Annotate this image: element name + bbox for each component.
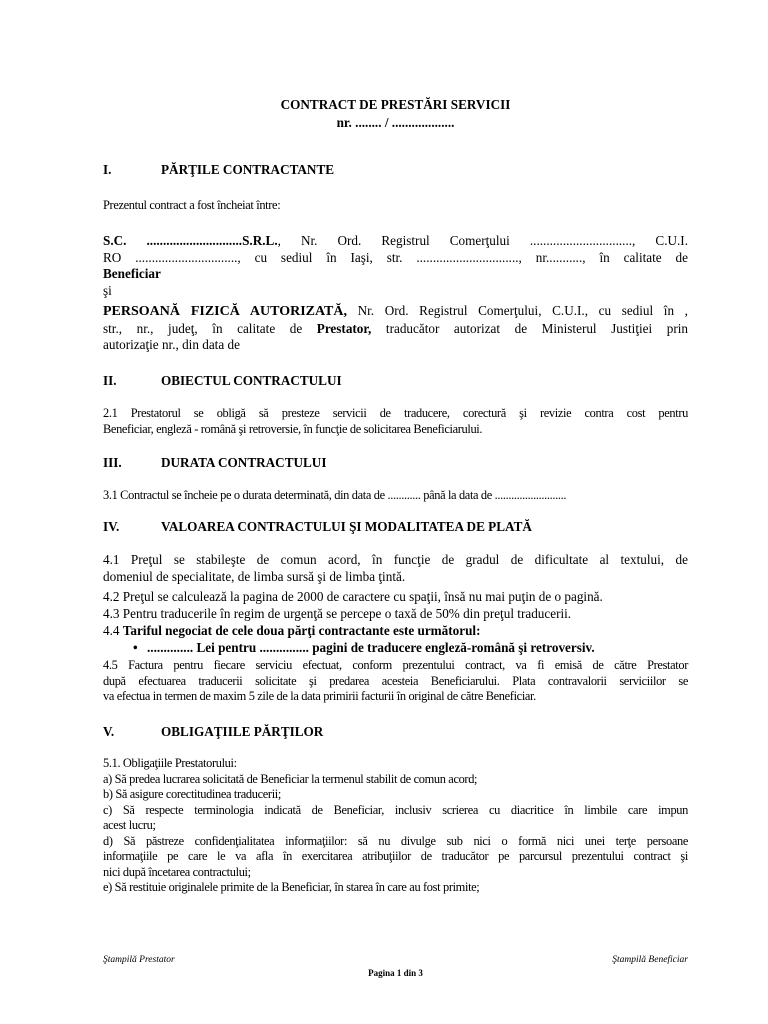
obligation-c-line-1: c) Să respecte terminologia indicată de Beneficiar, inclusiv scrierea cu diacritice în limbile care impun bbox=[103, 802, 688, 817]
obligation-d-line-2: informaţiile pe care le va afla în exercitarea atribuţiilor de traducător pe parcursul prezentului contract şi bbox=[103, 849, 688, 863]
party-1-name: S.C. .............................S.R.L. bbox=[103, 233, 278, 248]
party-2-block bbox=[103, 303, 688, 354]
value-4-5-line-3: va efectua in termen de maxim 5 zile de la data primirii facturii în original de către Beneficiar. bbox=[103, 689, 536, 703]
party-2-line-3: autorizaţie nr., din data de bbox=[103, 337, 240, 352]
value-4-1-line-1: 4.1 Preţul se stabileşte de comun acord, în funcţie de gradul de dificultate al textului, de bbox=[103, 552, 688, 567]
section-title: OBLIGAŢIILE PĂRŢILOR bbox=[161, 724, 324, 739]
party-2-role: Prestator, bbox=[316, 320, 372, 336]
intro-text: Prezentul contract a fost încheiat între: bbox=[103, 198, 281, 212]
object-paragraph bbox=[103, 406, 688, 437]
party-2-line-2-start: str., nr., judeţ, în calitate de bbox=[103, 320, 317, 336]
party-1-line-1: , Nr. Ord. Registrul Comerţului ..............................., C.U.I. bbox=[277, 233, 688, 248]
obligation-d-line-1: d) Să păstreze confidenţialitatea informaţiilor: să nu divulge sub nici o formă nici unei terţe persoane bbox=[103, 833, 688, 848]
object-line-1: 2.1 Prestatorul se obligă să presteze servicii de traducere, corectură şi revizie contra cost pentru bbox=[103, 406, 688, 420]
tariff-text: .............. Lei pentru ............... pagini de traducere engleză-română şi retroversiv. bbox=[147, 640, 595, 655]
party-2-line-2-end: traducător autorizat de Ministerul Justiţiei prin bbox=[371, 320, 689, 336]
value-paragraph-4-4 bbox=[103, 623, 688, 640]
value-4-5-line-2: după efectuarea traducerii solicitate şi predarea acesteia Beneficiarului. Plata contravalorii serviciilor se bbox=[103, 673, 688, 688]
obligation-e: e) Să restituie originalele primite de la Beneficiar, în starea în care au fost primite; bbox=[103, 880, 480, 894]
section-number: IV. bbox=[103, 519, 120, 534]
obligations-heading: 5.1. Obligaţiile Prestatorului: bbox=[103, 756, 237, 770]
section-number: I. bbox=[103, 162, 112, 177]
document-title: CONTRACT DE PRESTĂRI SERVICII bbox=[280, 97, 511, 112]
section-title: VALOAREA CONTRACTULUI ŞI MODALITATEA DE PLATĂ bbox=[161, 519, 532, 534]
document-page bbox=[103, 0, 688, 1024]
value-4-4-text: Tariful negociat de cele doua părţi contractante este următorul: bbox=[122, 623, 481, 638]
duration-paragraph: 3.1 Contractul se încheie pe o durata determinată, din data de ............ până la data de .......................... bbox=[103, 488, 567, 502]
party-1-line-2: RO ..............................., cu sediul în Iaşi, str. ..............................., nr..........., în calitate de bbox=[103, 249, 688, 265]
obligation-c-line-2: acest lucru; bbox=[103, 818, 156, 832]
obligation-d-line-3: nici după încetarea contractului; bbox=[103, 864, 251, 879]
section-4-heading bbox=[103, 519, 532, 536]
section-title: PĂRŢILE CONTRACTANTE bbox=[161, 162, 335, 177]
party-1-role: Beneficiar bbox=[103, 266, 161, 281]
party-2-name: PERSOANĂ FIZICĂ AUTORIZATĂ, bbox=[103, 304, 347, 319]
obligations-list bbox=[103, 756, 688, 896]
footer-stamp-provider: Ştampilă Prestator bbox=[103, 955, 175, 965]
party-2-line-1: Nr. Ord. Registrul Comerţului, C.U.I., cu sediul în , bbox=[347, 303, 688, 318]
section-1-heading bbox=[103, 162, 334, 179]
tariff-bullet bbox=[133, 640, 595, 657]
section-5-heading bbox=[103, 724, 323, 741]
obligation-b: b) Să asigure corectitudinea traducerii; bbox=[103, 787, 281, 801]
footer-stamp-beneficiary: Ştampilă Beneficiar bbox=[612, 955, 688, 965]
value-paragraph-4-2: 4.2 Preţul se calculează la pagina de 2000 de caractere cu spaţii, însă nu mai puţin de o pagină. bbox=[103, 589, 603, 604]
section-title: OBIECTUL CONTRACTULUI bbox=[161, 373, 342, 388]
section-number: II. bbox=[103, 373, 117, 388]
obligation-a: a) Să predea lucrarea solicitată de Beneficiar la termenul stabilit de comun acord; bbox=[103, 771, 478, 786]
bullet-symbol: • bbox=[133, 640, 138, 655]
value-4-5-line-1: 4.5 Factura pentru fiecare serviciu efectuat, conform prezentului contract, va fi emisă de către Prestator bbox=[103, 658, 688, 672]
party-1-block bbox=[103, 233, 688, 299]
section-title: DURATA CONTRACTULUI bbox=[161, 455, 327, 470]
page-number: Pagina 1 din 3 bbox=[368, 968, 423, 978]
value-4-1-line-2: domeniul de specialitate, de limba sursă şi de limba ţintă. bbox=[103, 568, 406, 584]
section-3-heading bbox=[103, 455, 326, 472]
contract-number: nr. ........ / ................... bbox=[336, 115, 455, 130]
value-paragraph-4-1 bbox=[103, 552, 688, 585]
conjunction: şi bbox=[103, 282, 112, 298]
section-2-heading bbox=[103, 373, 342, 390]
value-paragraph-4-3: 4.3 Pentru traducerile în regim de urgenţă se percepe o taxă de 50% din preţul traducerii. bbox=[103, 606, 572, 621]
value-4-4-number: 4.4 bbox=[103, 623, 123, 638]
section-number: III. bbox=[103, 455, 122, 470]
section-number: V. bbox=[103, 724, 115, 739]
value-paragraph-4-5 bbox=[103, 658, 688, 705]
object-line-2: Beneficiar, engleză - română şi retroversie, în funcţie de solicitarea Beneficiarului. bbox=[103, 421, 483, 436]
